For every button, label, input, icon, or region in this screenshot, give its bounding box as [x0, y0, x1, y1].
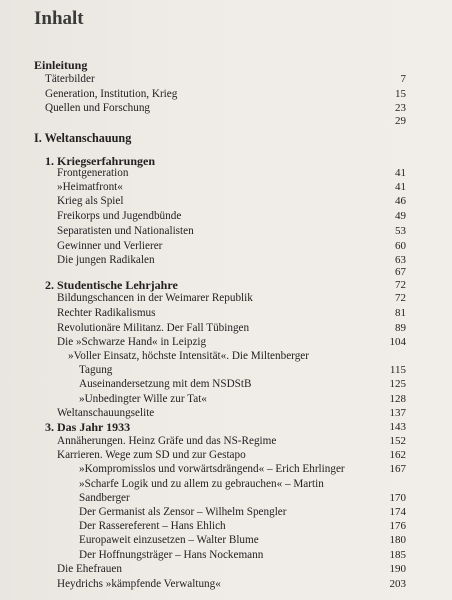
toc-subentry	[79, 505, 406, 519]
entry-text: Europaweit einzusetzen – Walter Blume	[79, 534, 259, 546]
entry-text: Freikorps und Jugendbünde	[57, 210, 182, 222]
toc-entry	[57, 224, 406, 238]
entry-page: 41	[395, 167, 406, 179]
toc-subentry	[79, 548, 406, 562]
entry-text: Weltanschauungselite	[57, 407, 155, 419]
chapter-heading: 2. Studentische Lehrjahre	[45, 278, 178, 292]
entry-text: Der Rassereferent – Hans Ehlich	[79, 520, 226, 532]
entry-page: 185	[389, 549, 406, 561]
entry-page: 137	[389, 407, 406, 419]
toc-subentry	[68, 349, 406, 363]
toc-entry	[57, 166, 406, 180]
entry-page: 23	[395, 102, 406, 114]
toc-entry	[57, 406, 406, 420]
entry-text: Rechter Radikalismus	[57, 307, 156, 319]
chapter-heading: 1. Kriegserfahrungen	[45, 154, 155, 168]
entry-text: »Heimatfront«	[57, 181, 123, 193]
entry-text: »Kompromisslos und vorwärtsdrängend« – Erich Ehrlinger	[79, 463, 345, 475]
toc-entry	[57, 434, 406, 448]
section-heading: Einleitung	[34, 58, 88, 72]
entry-text: Gewinner und Verlierer	[57, 240, 163, 252]
entry-text: Der Germanist als Zensor – Wilhelm Spengler	[79, 506, 287, 518]
entry-text: Heydrichs »kämpfende Verwaltung«	[57, 578, 221, 590]
toc-entry	[57, 562, 406, 576]
entry-page: 7	[400, 73, 406, 85]
entry-page: 67	[395, 266, 406, 278]
toc-subentry	[79, 363, 406, 377]
entry-text: Die Ehefrauen	[57, 563, 122, 575]
page-title: Inhalt	[34, 8, 84, 29]
entry-text: Täterbilder	[45, 73, 95, 85]
entry-page: 143	[389, 421, 406, 433]
toc-entry	[45, 87, 406, 101]
chapter-heading: 3. Das Jahr 1933	[45, 420, 131, 434]
entry-text: Tagung	[79, 364, 113, 376]
entry-page: 174	[389, 506, 406, 518]
toc-subentry	[79, 533, 406, 547]
entry-page: 180	[389, 534, 406, 546]
entry-text: »Voller Einsatz, höchste Intensität«. Die Miltenberger	[68, 350, 309, 362]
entry-page: 46	[395, 195, 406, 207]
toc-entry	[57, 194, 406, 208]
entry-text: Separatisten und Nationalisten	[57, 225, 194, 237]
toc-entry	[57, 209, 406, 223]
entry-page: 190	[389, 563, 406, 575]
toc-entry	[57, 291, 406, 305]
toc-entry	[45, 72, 406, 86]
toc-entry	[57, 239, 406, 253]
toc-chapter-heading	[45, 278, 406, 292]
entry-text: Revolutionäre Militanz. Der Fall Tübingen	[57, 322, 250, 334]
entry-page: 29	[395, 115, 406, 127]
toc-entry	[45, 101, 406, 115]
toc-entry	[45, 114, 406, 128]
entry-page: 128	[389, 393, 406, 405]
entry-page: 81	[395, 307, 406, 319]
entry-page: 72	[395, 279, 406, 291]
entry-text: Bildungschancen in der Weimarer Republik	[57, 292, 253, 304]
entry-text: »Unbedingter Wille zur Tat«	[79, 393, 207, 405]
entry-text: Karrieren. Wege zum SD und zur Gestapo	[57, 449, 246, 461]
entry-text: Sandberger	[79, 492, 130, 504]
toc-entry	[57, 306, 406, 320]
toc-part-heading	[34, 131, 406, 145]
entry-page: 203	[389, 578, 406, 590]
toc-entry	[57, 577, 406, 591]
entry-text: Frontgeneration	[57, 167, 129, 179]
entry-page: 15	[395, 88, 406, 100]
entry-text: Auseinandersetzung mit dem NSDStB	[79, 378, 252, 390]
entry-page: 49	[395, 210, 406, 222]
toc-entry	[57, 335, 406, 349]
toc-subentry	[79, 491, 406, 505]
toc-section-einleitung	[34, 58, 406, 72]
toc-entry	[57, 321, 406, 335]
entry-page: 176	[389, 520, 406, 532]
toc-subentry	[79, 462, 406, 476]
entry-page: 89	[395, 322, 406, 334]
toc-entry	[57, 180, 406, 194]
entry-text: »Scharfe Logik und zu allem zu gebrauchen« – Martin	[79, 478, 324, 490]
entry-page: 104	[389, 336, 406, 348]
toc-subentry	[79, 519, 406, 533]
entry-text: Die jungen Radikalen	[57, 254, 155, 266]
toc-chapter-heading	[45, 420, 406, 434]
entry-text: Krieg als Spiel	[57, 195, 124, 207]
entry-page: 115	[389, 364, 406, 376]
entry-page: 170	[389, 492, 406, 504]
entry-page: 60	[395, 240, 406, 252]
entry-page: 53	[395, 225, 406, 237]
toc-subentry	[79, 477, 406, 491]
entry-page: 72	[395, 292, 406, 304]
toc-subentry	[79, 392, 406, 406]
entry-page: 167	[389, 463, 406, 475]
entry-page: 152	[389, 435, 406, 447]
entry-page: 41	[395, 181, 406, 193]
entry-text: Die »Schwarze Hand« in Leipzig	[57, 336, 207, 348]
part-heading: I. Weltanschauung	[34, 131, 132, 145]
entry-text: Annäherungen. Heinz Gräfe und das NS-Regime	[57, 435, 277, 447]
toc-entry	[57, 265, 406, 279]
entry-text: Der Hoffnungsträger – Hans Nockemann	[79, 549, 264, 561]
entry-text: Generation, Institution, Krieg	[45, 88, 178, 100]
entry-page: 125	[389, 378, 406, 390]
toc-entry	[57, 448, 406, 462]
entry-page: 63	[395, 254, 406, 266]
toc-subentry	[79, 377, 406, 391]
entry-page: 162	[389, 449, 406, 461]
entry-text: Quellen und Forschung	[45, 102, 151, 114]
